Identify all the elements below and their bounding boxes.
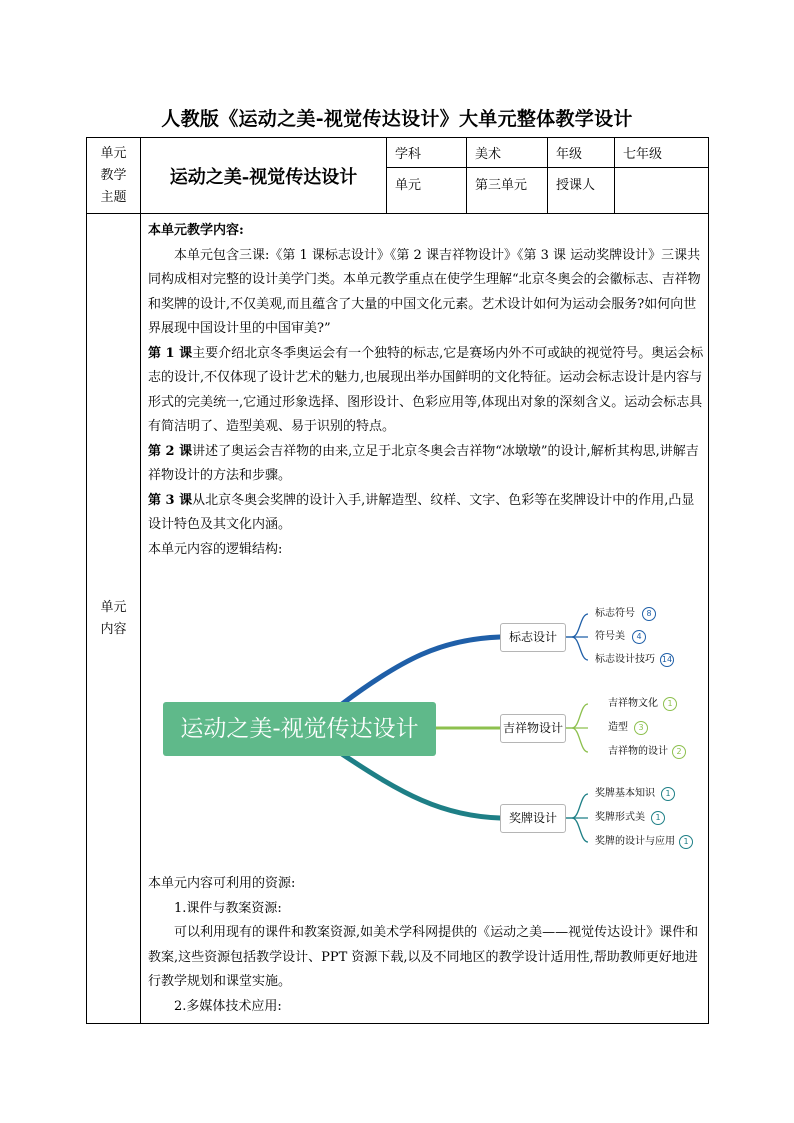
grade-value: 七年级 <box>615 138 709 168</box>
subject-value: 美术 <box>467 138 548 168</box>
leaf-medal-form-beauty: 奖牌形式美 <box>595 812 645 823</box>
mascot-leaf-connectors <box>566 704 588 752</box>
leaf-mascot-culture: 吉祥物文化 <box>608 698 658 709</box>
branch-logo-design: 标志设计 <box>500 623 566 652</box>
document-title: 人教版《运动之美-视觉传达设计》大单元整体教学设计 <box>161 108 633 130</box>
leaf-logo-design-skills: 标志设计技巧 <box>595 654 655 665</box>
logo-leaf-connectors <box>566 614 588 660</box>
lesson-3-paragraph <box>148 489 704 538</box>
structure-heading: 本单元内容的逻辑结构: <box>148 541 283 557</box>
leaf-mascot-culture-count: 1 <box>663 697 677 711</box>
grade-label: 年级 <box>548 138 615 168</box>
leaf-medal-design-application: 奖牌的设计与应用 <box>595 836 675 847</box>
leaf-medal-basics-count: 1 <box>661 787 675 801</box>
leaf-symbol-beauty-count: 4 <box>632 630 646 644</box>
unit-label: 单元 <box>387 168 467 214</box>
lesson-3-lead: 第 3 课 <box>148 492 193 508</box>
resource-1-title: 1.课件与教案资源: <box>174 900 282 916</box>
lesson-1-lead: 第 1 课 <box>148 345 193 361</box>
teacher-label: 授课人 <box>548 168 615 214</box>
unit-content-label: 单元 内容 <box>87 214 141 1024</box>
leaf-logo-symbol: 标志符号 <box>595 608 635 619</box>
trunk-to-logo <box>342 637 500 704</box>
intro-text: 本单元包含三课:《第 1 课标志设计》《第 2 课吉祥物设计》《第 3 课 运动奖牌设计》三课共同构成相对完整的设计美学门类。本单元教学重点在使学生理解“北京冬奥会的会徽标志、吉祥物和奖牌的设计,不仅美观,而且蕴含了大量的中国文化元素。艺术设计如何为运动会服务?如何向世界展现中国设计里的中国审美?” <box>148 247 701 336</box>
leaf-medal-design-application-count: 1 <box>679 835 693 849</box>
subject-label: 学科 <box>387 138 467 168</box>
lesson-2-text: 讲述了奥运会吉祥物的由来,立足于北京冬奥会吉祥物“冰墩墩”的设计,解析其构思,讲解吉祥物设计的方法和步骤。 <box>148 443 699 483</box>
leaf-mascot-design-count: 2 <box>672 745 686 759</box>
leaf-mascot-design: 吉祥物的设计 <box>608 746 668 757</box>
lesson-2-lead: 第 2 课 <box>148 443 193 459</box>
resources-heading: 本单元内容可利用的资源: <box>148 876 296 891</box>
unit-value: 第三单元 <box>467 168 548 214</box>
leaf-shape: 造型 <box>608 722 628 733</box>
teacher-value <box>615 168 709 214</box>
medal-leaf-connectors <box>566 794 588 842</box>
leaf-logo-design-skills-count: 14 <box>660 653 674 667</box>
leaf-shape-count: 3 <box>634 721 648 735</box>
trunk-to-medal <box>342 754 500 818</box>
mind-map <box>142 564 704 864</box>
unit-theme-label: 单元 教学 主题 <box>87 138 141 214</box>
leaf-logo-symbol-count: 8 <box>642 607 656 621</box>
lesson-2-paragraph <box>148 440 704 489</box>
lesson-plan-table <box>86 137 709 1024</box>
leaf-symbol-beauty: 符号美 <box>595 631 625 642</box>
mind-map-central-topic: 运动之美-视觉传达设计 <box>163 702 436 756</box>
branch-mascot-design: 吉祥物设计 <box>500 714 566 743</box>
resource-1-text: 可以利用现有的课件和教案资源,如美术学科网提供的《运动之美——视觉传达设计》课件和教案,这些资源包括教学设计、PPT 资源下载,以及不同地区的教学设计适用性,帮助教师更好地进行教学规划和课堂实施。 <box>148 925 699 989</box>
lesson-1-text: 主要介绍北京冬季奥运会有一个独特的标志,它是赛场内外不可或缺的视觉符号。奥运会标志的设计,不仅体现了设计艺术的魅力,也展现出举办国鲜明的文化特征。运动会标志设计是内容与形式的完美统一,它通过形象选择、图形设计、色彩应用等,体现出对象的深刻含义。运动会标志具有简洁明了、造型美观、易于识别的特点。 <box>148 345 704 434</box>
lesson-1-paragraph <box>148 342 704 440</box>
leaf-medal-form-beauty-count: 1 <box>651 811 665 825</box>
leaf-medal-basics: 奖牌基本知识 <box>595 788 655 799</box>
unit-theme-value: 运动之美-视觉传达设计 <box>141 138 387 214</box>
branch-medal-design: 奖牌设计 <box>500 804 566 833</box>
resource-2-title: 2.多媒体技术应用: <box>174 998 282 1014</box>
lesson-3-text: 从北京冬奥会奖牌的设计入手,讲解造型、纹样、文字、色彩等在奖牌设计中的作用,凸显设计特色及其文化内涵。 <box>148 492 695 532</box>
unit-content-cell <box>141 214 709 1024</box>
intro-heading: 本单元教学内容: <box>148 223 244 238</box>
